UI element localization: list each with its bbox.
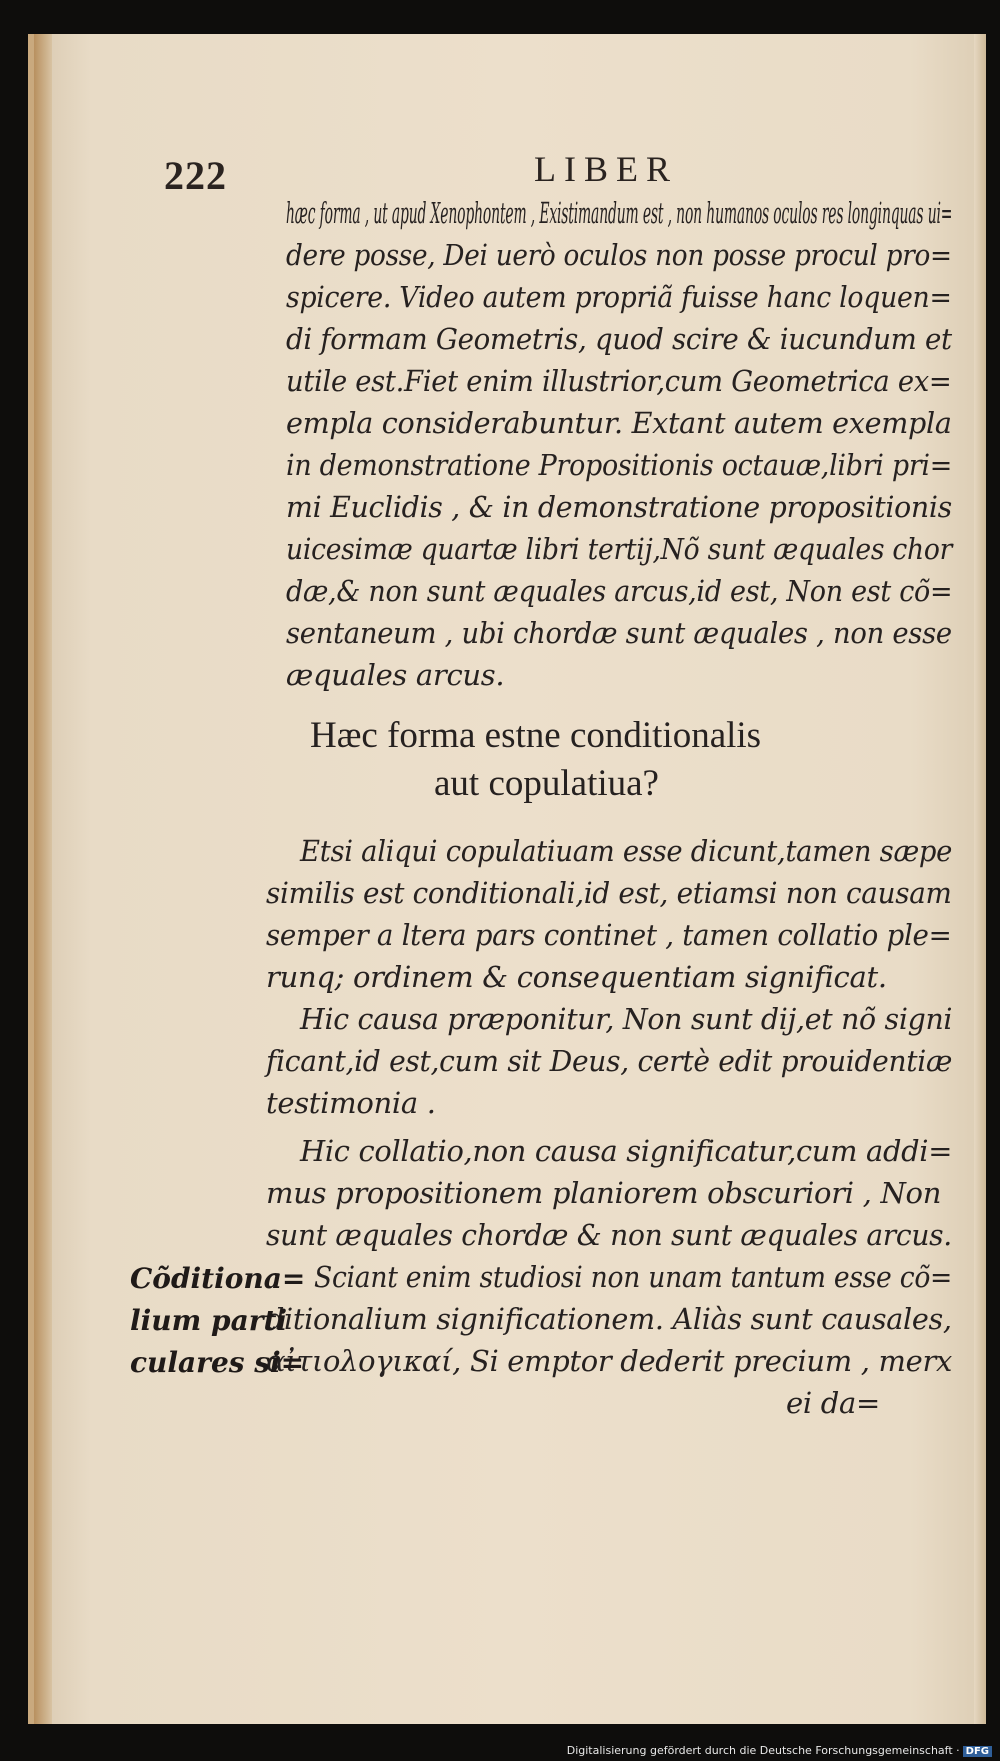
credit-text: Digitalisierung gefördert durch die Deutsche Forschungsgemeinschaft ·	[566, 1744, 960, 1757]
section-line: ficant,id est,cum sit Deus, certè edit prouidentiæ	[266, 1044, 953, 1078]
section-line: ditionalium significationem. Aliàs sunt causales,	[266, 1302, 952, 1336]
section-heading: Hæc forma estne conditionalis	[310, 715, 762, 756]
body-line: dere posse, Dei uerò oculos non posse procul pro=	[286, 238, 952, 272]
section-line: semper a ltera pars continet , tamen collatio ple=	[266, 918, 952, 952]
section-heading: aut copulatiua?	[434, 763, 659, 804]
dfg-logo: DFG	[963, 1746, 992, 1757]
margin-note: culares si=	[130, 1346, 305, 1379]
section-line: mus propositionem planiorem obscuriori , Non	[266, 1176, 942, 1210]
body-line: uicesimæ quartæ libri tertij,Nõ sunt æquales chor	[286, 532, 953, 566]
body-line: utile est.Fiet enim illustrior,cum Geometrica ex=	[286, 364, 952, 398]
section-line: similis est conditionali,id est, etiamsi non causam	[266, 876, 952, 910]
body-line: di formam Geometris, quod scire & iucundum et	[286, 322, 952, 356]
section-line: Hic collatio,non causa significatur,cum addi=	[300, 1134, 953, 1168]
section-line: Sciant enim studiosi non unam tantum esse cõ=	[314, 1260, 953, 1294]
body-line: spicere. Video autem propriã fuisse hanc loquen=	[286, 280, 952, 314]
body-line: æquales arcus.	[286, 658, 505, 692]
margin-note: lium parti	[130, 1304, 288, 1337]
digitization-credit	[567, 1744, 992, 1757]
section-line: runq; ordinem & consequentiam significat.	[266, 960, 887, 994]
section-line: αἰτιολογικαί, Si emptor dederit precium , merx	[266, 1344, 952, 1378]
section-line: Hic causa præponitur, Non sunt dij,et nõ signi	[300, 1002, 953, 1036]
body-line: empla considerabuntur. Extant autem exempla	[286, 406, 952, 440]
body-line: hæc forma , ut apud Xenophontem , Existimandum est , non humanos oculos res longinquas ui=	[286, 196, 953, 230]
page-edge-shadow	[974, 34, 986, 1724]
body-line: dæ,& non sunt æquales arcus,id est, Non est cõ=	[286, 574, 953, 608]
section-line: ei da=	[786, 1386, 881, 1420]
body-line: in demonstratione Propositionis octauæ,libri pri=	[286, 448, 953, 482]
running-head: LIBER	[534, 149, 678, 189]
page-spine-shadow	[34, 34, 52, 1724]
body-line: mi Euclidis , & in demonstratione propositionis	[286, 490, 952, 524]
body-line: sentaneum , ubi chordæ sunt æquales , non esse	[286, 616, 952, 650]
margin-note: Cõditiona=	[130, 1262, 306, 1295]
section-line: Etsi aliqui copulatiuam esse dicunt,tamen sæpe	[300, 834, 953, 868]
section-line: sunt æquales chordæ & non sunt æquales arcus.	[266, 1218, 952, 1252]
page-number: 222	[164, 153, 227, 198]
section-line: testimonia .	[266, 1086, 436, 1120]
book-page	[28, 34, 986, 1724]
